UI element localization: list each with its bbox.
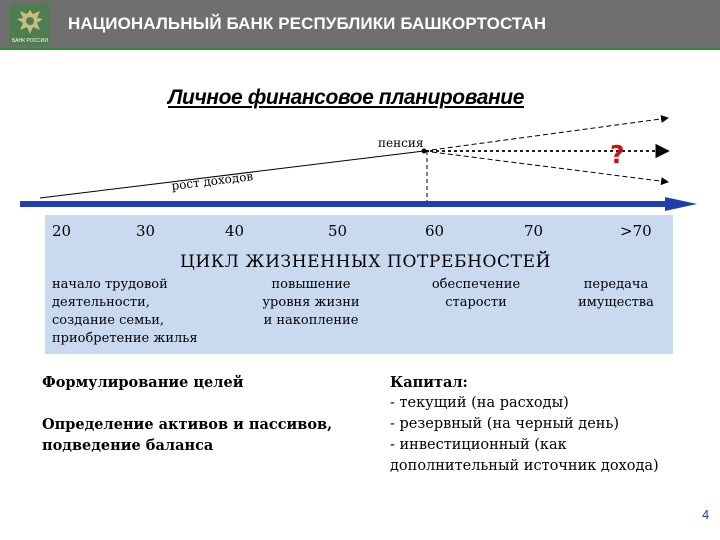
bank-name: НАЦИОНАЛЬНЫЙ БАНК РЕСПУБЛИКИ БАШКОРТОСТАН xyxy=(68,14,547,33)
age-label: 20 xyxy=(52,222,72,240)
age-label: >70 xyxy=(620,222,652,240)
need-old-age xyxy=(428,276,524,312)
assets-balance-text xyxy=(42,414,332,456)
age-label: 30 xyxy=(136,222,156,240)
capital-item: - инвестиционный (как xyxy=(390,437,567,453)
need-line: приобретение жилья xyxy=(52,331,198,346)
capital-item: - текущий (на расходы) xyxy=(390,395,569,411)
age-label: 70 xyxy=(524,222,544,240)
upper-trend-line xyxy=(424,118,668,151)
life-cycle-title: ЦИКЛ ЖИЗНЕННЫХ ПОТРЕБНОСТЕЙ xyxy=(180,252,552,272)
page-title: Личное финансовое планирование xyxy=(168,86,525,109)
capital-item: дополнительный источник дохода) xyxy=(390,458,659,474)
need-living-standard xyxy=(262,276,360,330)
need-line: создание семьи, xyxy=(52,313,165,328)
income-growth-label: рост доходов xyxy=(170,169,254,193)
pension-label: пенсия xyxy=(378,136,424,150)
page-number: 4 xyxy=(702,507,710,522)
capital-block xyxy=(390,372,659,477)
unknown-future-mark: ? xyxy=(610,140,625,169)
need-line: и накопление xyxy=(263,313,359,328)
age-label: 50 xyxy=(328,222,348,240)
assets-line: подведение баланса xyxy=(42,437,214,454)
logo-caption: БАНК РОССИИ xyxy=(12,38,48,44)
need-line: начало трудовой xyxy=(52,277,168,292)
need-line: деятельности, xyxy=(52,295,150,310)
need-line: старости xyxy=(445,295,507,310)
need-line: повышение xyxy=(271,277,351,292)
age-label: 60 xyxy=(425,222,445,240)
need-line: имущества xyxy=(578,295,654,310)
age-label: 40 xyxy=(225,222,245,240)
need-inheritance xyxy=(578,276,654,312)
need-line: уровня жизни xyxy=(262,295,360,310)
timeline-arrowhead xyxy=(665,197,697,211)
assets-line: Определение активов и пассивов, xyxy=(42,416,333,433)
capital-heading: Капитал: xyxy=(390,374,468,391)
need-career-start xyxy=(52,276,198,348)
lower-trend-line xyxy=(424,151,668,182)
capital-item: - резервный (на черный день) xyxy=(390,416,620,432)
need-line: передача xyxy=(583,277,649,292)
need-line: обеспечение xyxy=(431,277,521,292)
goal-setting-text: Формулирование целей xyxy=(42,374,244,391)
